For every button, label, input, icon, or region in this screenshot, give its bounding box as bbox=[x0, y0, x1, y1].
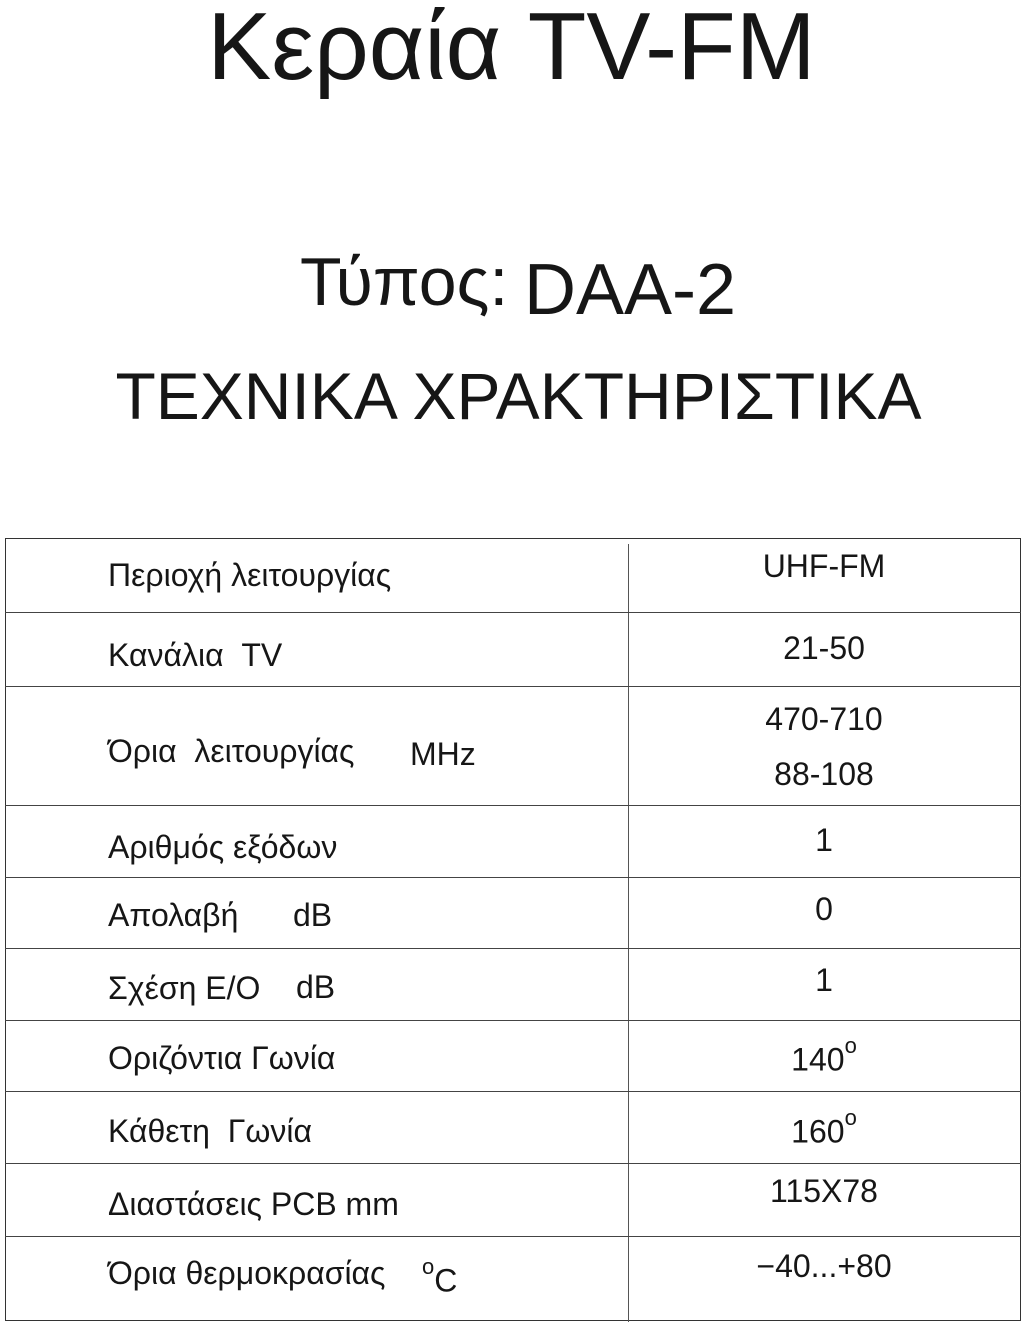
row-divider bbox=[5, 877, 1021, 878]
type-value: DAA-2 bbox=[524, 250, 737, 330]
degree-symbol: o bbox=[844, 1033, 857, 1058]
degree-symbol: o bbox=[844, 1105, 857, 1130]
spec-label: Οριζόντια Γωνία bbox=[108, 1040, 336, 1076]
spec-label: Όρια θερμοκρασίας bbox=[108, 1255, 386, 1291]
spec-value: 1 bbox=[815, 822, 833, 858]
row-divider bbox=[5, 1236, 1021, 1237]
row-divider bbox=[5, 612, 1021, 613]
spec-value: 470-710 bbox=[765, 701, 883, 737]
spec-label: Αριθμός εξόδων bbox=[108, 829, 338, 865]
spec-label: Απολαβή bbox=[108, 897, 239, 933]
spec-unit: MHz bbox=[410, 736, 476, 772]
section-subtitle: ΤΕΧΝΙΚΑ ΧΡΑΚΤΗΡΙΣΤΙΚΑ bbox=[115, 359, 922, 433]
degree-symbol: o bbox=[422, 1254, 435, 1279]
spec-value-secondary: 88-108 bbox=[774, 756, 874, 792]
spec-label: Σχέση Ε/Ο bbox=[108, 970, 261, 1006]
spec-value: 140$^o$ bbox=[791, 1033, 857, 1078]
spec-label: Όρια λειτουργίας bbox=[108, 733, 355, 769]
spec-value: 160$^o$ bbox=[791, 1105, 857, 1150]
type-label: Τύπος: bbox=[300, 244, 509, 320]
row-divider bbox=[5, 686, 1021, 687]
row-divider bbox=[5, 948, 1021, 949]
spec-label: Κανάλια TV bbox=[108, 637, 283, 673]
row-divider bbox=[5, 1163, 1021, 1164]
spec-value: −40...+80 bbox=[756, 1248, 892, 1284]
spec-value: 0 bbox=[815, 891, 833, 927]
spec-label: Κάθετη Γωνία bbox=[108, 1113, 312, 1149]
spec-unit: dB bbox=[293, 897, 333, 933]
row-divider bbox=[5, 1020, 1021, 1021]
row-divider bbox=[5, 1091, 1021, 1092]
spec-unit: $^o$C bbox=[422, 1254, 458, 1299]
document-title: Κεραία TV-FM bbox=[207, 0, 816, 100]
spec-value: 115X78 bbox=[770, 1173, 878, 1209]
spec-label: Διαστάσεις PCB mm bbox=[108, 1186, 399, 1222]
spec-unit: dB bbox=[296, 969, 336, 1005]
row-divider bbox=[5, 805, 1021, 806]
spec-value: 1 bbox=[815, 962, 833, 998]
spec-label: Περιοχή λειτουργίας bbox=[108, 557, 392, 593]
spec-value: 21-50 bbox=[783, 630, 865, 666]
spec-value: UHF-FM bbox=[762, 548, 886, 584]
